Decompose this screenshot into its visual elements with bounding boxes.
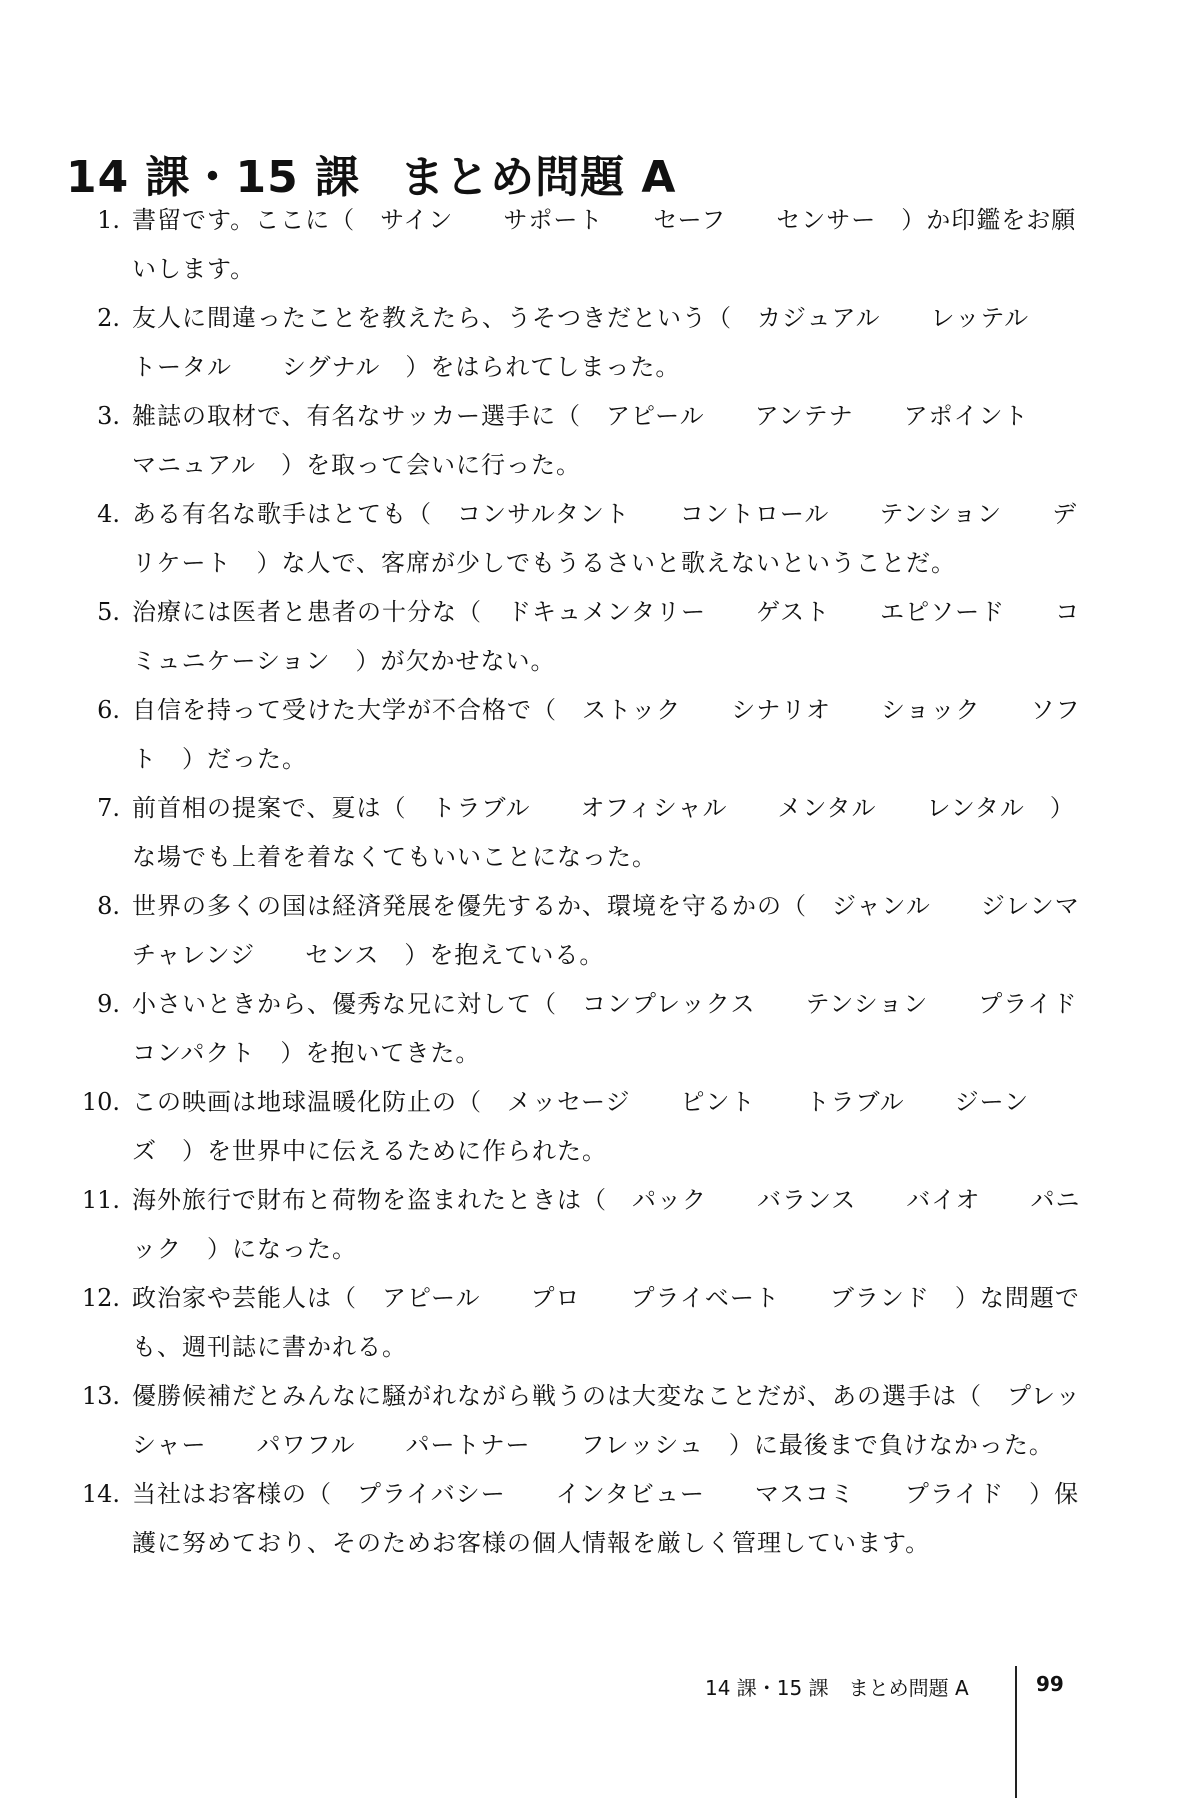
question-text: 世界の多くの国は経済発展を優先するか、環境を守るかの（ ジャンル ジレンマ チャレンジ センス ）を抱えている。 (132, 892, 1130, 969)
question-text: 当社はお客様の（ プライバシー インタビュー マスコミ プライド ）保護に努めており、そのためお客様の個人情報を厳しく管理しています。 (132, 1480, 1080, 1557)
title-main: まとめ問題 A (400, 152, 677, 204)
question-number: 4. (97, 500, 120, 528)
question-text: 友人に間違ったことを教えたら、うそつきだという（ カジュアル レッテル トータル シグナル ）をはられてしまった。 (132, 304, 1080, 381)
question-item (66, 1176, 1086, 1274)
question-text: 優勝候補だとみんなに騒がれながら戦うのは大変なことだが、あの選手は（ プレッシャー パワフル パートナー フレッシュ ）に最後まで負けなかった。 (132, 1382, 1081, 1459)
question-number: 9. (97, 990, 120, 1018)
question-item (66, 980, 1128, 1078)
question-text: ある有名な歌手はとても（ コンサルタント コントロール テンション デリケート ）な人で、客席が少しでもうるさいと歌えないということだ。 (132, 500, 1078, 577)
running-footer: 14 課・15 課 まとめ問題 A (705, 1676, 969, 1700)
question-text: 書留です。ここに（ サイン サポート セーフ センサー ）か印鑑をお願いします。 (132, 206, 1077, 283)
question-number: 11. (81, 1186, 120, 1214)
question-text: この映画は地球温暖化防止の（ メッセージ ピント トラブル ジーンズ ）を世界中に伝えるために作られた。 (132, 1088, 1030, 1165)
question-item (66, 490, 1086, 588)
question-text: 政治家や芸能人は（ アピール プロ プライベート ブランド ）な問題でも、週刊誌に書かれる。 (132, 1284, 1080, 1361)
question-number: 10. (81, 1088, 120, 1116)
question-number: 7. (97, 794, 120, 822)
question-item (66, 392, 1086, 490)
question-item (66, 196, 1086, 294)
question-item (66, 1274, 1086, 1372)
question-text: 海外旅行で財布と荷物を盗まれたときは（ パック バランス バイオ パニック ）になった。 (132, 1186, 1081, 1263)
question-item (66, 588, 1086, 686)
question-number: 1. (97, 206, 120, 234)
question-item (66, 1470, 1086, 1568)
question-item (66, 1078, 1086, 1176)
footer-divider (1015, 1666, 1017, 1798)
page-number: 99 (1036, 1672, 1064, 1696)
question-item (66, 1372, 1086, 1470)
question-number: 6. (97, 696, 120, 724)
question-item (66, 686, 1086, 784)
question-number: 3. (97, 402, 120, 430)
question-list (66, 196, 1130, 1568)
question-text: 小さいときから、優秀な兄に対して（ コンプレックス テンション プライド コンパクト ）を抱いてきた。 (132, 990, 1128, 1067)
question-text: 自信を持って受けた大学が不合格で（ ストック シナリオ ショック ソフト ）だった。 (132, 696, 1081, 773)
question-item (66, 882, 1130, 980)
question-text: 前首相の提案で、夏は（ トラブル オフィシャル メンタル レンタル ）な場でも上着を着なくてもいいことになった。 (132, 794, 1075, 871)
question-text: 治療には医者と患者の十分な（ ドキュメンタリー ゲスト エピソード コミュニケーション ）が欠かせない。 (132, 598, 1081, 675)
question-item (66, 784, 1086, 882)
question-item (66, 294, 1086, 392)
question-number: 12. (81, 1284, 120, 1312)
question-number: 14. (81, 1480, 120, 1508)
question-number: 2. (97, 304, 120, 332)
question-number: 8. (97, 892, 120, 920)
lesson-label: 14 課・15 課 (66, 152, 361, 204)
question-text: 雑誌の取材で、有名なサッカー選手に（ アピール アンテナ アポイント マニュアル ）を取って会いに行った。 (132, 402, 1079, 479)
question-number: 13. (81, 1382, 120, 1410)
question-number: 5. (97, 598, 120, 626)
